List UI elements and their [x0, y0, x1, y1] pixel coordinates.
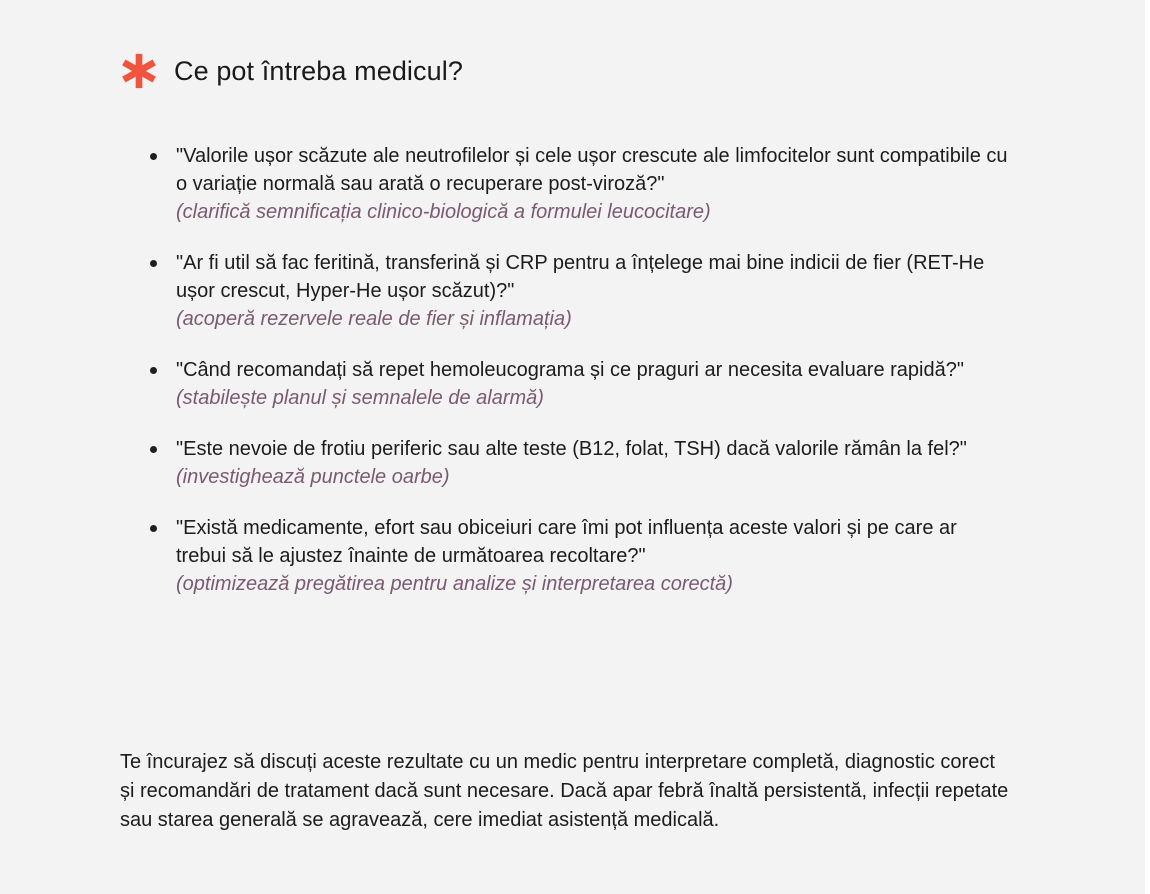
question-item-5 [148, 514, 1008, 598]
section-header [120, 49, 463, 93]
bullet-icon [150, 260, 157, 267]
bullet-icon [150, 367, 157, 374]
question-item-2 [148, 249, 1008, 333]
question-note: (acoperă rezervele reale de fier și inflamația) [176, 308, 572, 330]
question-list [148, 142, 1008, 621]
bullet-icon [150, 525, 157, 532]
question-item-1 [148, 142, 1008, 226]
question-text: "Ar fi util să fac feritină, transferină și CRP pentru a înțelege mai bine indicii de fier (RET-He ușor crescut, Hyper-He ușor scăzut)?" [176, 252, 985, 302]
question-item-3 [148, 356, 1008, 412]
question-note: (stabilește planul și semnalele de alarmă) [176, 387, 544, 409]
question-text: "Este nevoie de frotiu periferic sau alte teste (B12, folat, TSH) dacă valorile rămân la fel?" [176, 438, 967, 460]
asterisk-icon [120, 52, 158, 90]
question-note: (investighează punctele oarbe) [176, 466, 450, 488]
question-item-4 [148, 435, 1008, 491]
question-note: (clarifică semnificația clinico-biologică a formulei leucocitare) [176, 201, 711, 223]
question-text: "Valorile ușor scăzute ale neutrofilelor și cele ușor crescute ale limfocitelor sunt compatibile cu o variație normală sau arată o recuperare post-viroză?" [176, 145, 1008, 195]
bullet-icon [150, 153, 157, 160]
question-text: "Există medicamente, efort sau obiceiuri care îmi pot influența aceste valori și pe care ar trebui să le ajustez înainte de următoarea recoltare?" [176, 517, 957, 567]
question-note: (optimizează pregătirea pentru analize și interpretarea corectă) [176, 573, 733, 595]
section-title: Ce pot întreba medicul? [174, 55, 463, 86]
closing-paragraph: Te încurajez să discuți aceste rezultate cu un medic pentru interpretare completă, diagnostic corect și recomandări de tratament dacă sunt necesare. Dacă apar febră înaltă persistentă, infecții repetate sau starea generală se agravează, cere imediat asistență medicală. [120, 751, 1009, 831]
bullet-icon [150, 446, 157, 453]
question-text: "Când recomandați să repet hemoleucograma și ce praguri ar necesita evaluare rapidă?" [176, 359, 964, 381]
